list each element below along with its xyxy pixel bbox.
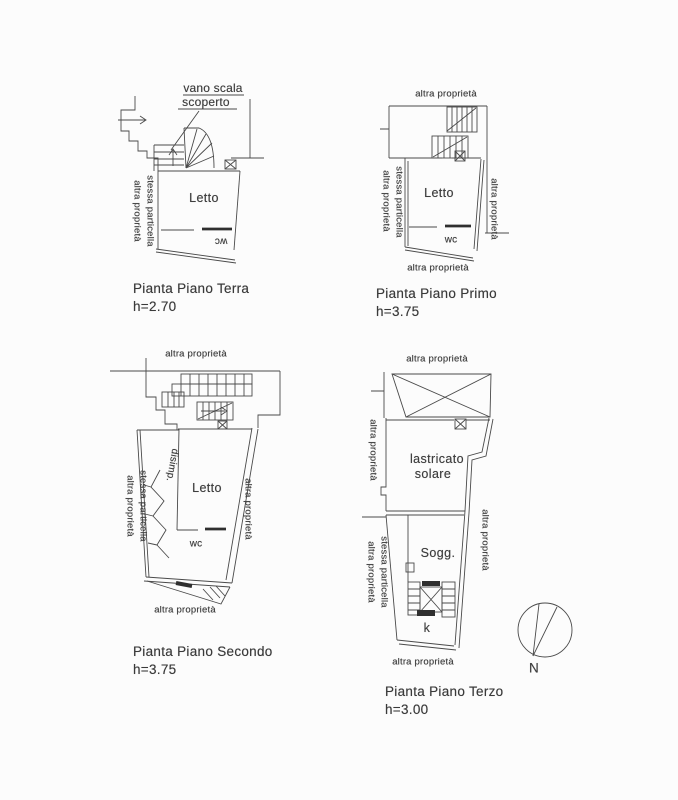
label-altra-proprieta-top: altra proprietà [165, 348, 227, 360]
label-altra-proprieta-right: altra proprietà [479, 509, 491, 571]
courtyard-right-boundary [231, 99, 264, 158]
winder-stairs [184, 128, 214, 168]
compass-rose [518, 603, 572, 657]
label-stessa-particella: stessa particella [378, 536, 390, 608]
room-label-wc: wc [444, 234, 458, 246]
x-box-icon [455, 419, 466, 429]
courtyard-left-boundary [121, 96, 158, 171]
label-altra-proprieta-bottom: altra proprietà [154, 604, 216, 616]
sogg-top-wall [362, 511, 465, 517]
label-altra-proprieta-bottom: altra proprietà [407, 262, 469, 274]
room-label-wc: wc [214, 235, 228, 247]
room-left-wall [405, 158, 408, 247]
label-altra-proprieta-right: altra proprietà [242, 478, 254, 540]
room-bottom-wall [156, 249, 236, 263]
outer-left-wall [380, 106, 406, 158]
room-label-letto: Letto [189, 191, 219, 205]
x-box-icon [225, 160, 236, 169]
plan-caption: Pianta Piano Terzo [385, 684, 504, 699]
room-label-letto: Letto [424, 186, 454, 200]
label-altra-proprieta-bottom: altra proprietà [392, 656, 454, 668]
outer-left-upper [371, 372, 384, 418]
compass-north-label: N [529, 660, 539, 676]
annotation-scoperto: scoperto [182, 95, 230, 109]
outer-right-step [258, 371, 280, 428]
upper-stair-flight [447, 107, 477, 132]
label-altra-proprieta-left: altra proprietà [380, 170, 392, 232]
stairwell [408, 581, 455, 617]
room-label-lastricato: lastricato [409, 452, 465, 466]
lower-stair-flight [432, 136, 468, 158]
label-altra-proprieta-left: altra proprietà [131, 180, 143, 242]
annotation-vano-scala: vano scala [183, 81, 243, 95]
bottom-dark-dash [176, 583, 192, 586]
label-altra-proprieta-left-lower: altra proprietà [365, 541, 377, 603]
room-label-solare: solare [414, 467, 452, 481]
outer-top-left [110, 358, 146, 371]
right-wall-upper [465, 418, 493, 513]
room-label-wc: wc [189, 538, 203, 550]
crossed-void-area [392, 374, 491, 417]
lastricato-left-wall [381, 418, 386, 511]
sogg-door-fixture [406, 563, 414, 572]
room-label-k: k [423, 621, 431, 635]
room-label-sogg: Sogg. [420, 546, 456, 560]
hall-left-steps [146, 371, 177, 430]
bottom-hatch [203, 586, 225, 600]
plan-caption: Pianta Piano Terra [133, 281, 250, 296]
x-box-icon [218, 421, 227, 429]
label-altra-proprieta-left-upper: altra proprietà [367, 419, 379, 481]
plan-height: h=3.75 [133, 662, 177, 677]
plan-height: h=2.70 [133, 299, 177, 314]
landing-steps [154, 145, 184, 171]
label-stessa-particella: stessa particella [137, 470, 149, 542]
compass-needle [533, 604, 557, 656]
plan-height: h=3.00 [385, 702, 429, 717]
lower-stair-flight [197, 402, 233, 420]
plan-caption: Pianta Piano Primo [376, 286, 497, 301]
right-wall-lower [455, 511, 469, 648]
x-box-icon [455, 151, 465, 161]
k-bottom-wall [397, 640, 456, 650]
label-stessa-particella: stessa particella [144, 175, 156, 247]
room-left-wall [177, 429, 179, 530]
plan-caption: Pianta Piano Secondo [133, 644, 273, 659]
label-altra-proprieta-top: altra proprietà [415, 88, 477, 100]
label-stessa-particella: stessa particella [393, 166, 405, 238]
room-bottom-wall [405, 247, 474, 261]
label-altra-proprieta-left: altra proprietà [124, 475, 136, 537]
compass-circle [518, 603, 572, 657]
label-altra-proprieta-right: altra proprietà [488, 178, 500, 240]
plan-height: h=3.75 [376, 304, 420, 319]
room-label-letto: Letto [192, 481, 222, 495]
room-right-wall [234, 171, 240, 250]
room-right-wall [474, 159, 484, 251]
label-altra-proprieta-top: altra proprietà [406, 353, 468, 365]
plan-terzo-walls [362, 372, 493, 650]
room-label-disimp: disimp. [163, 447, 181, 483]
corridor-zigzag [151, 470, 169, 558]
